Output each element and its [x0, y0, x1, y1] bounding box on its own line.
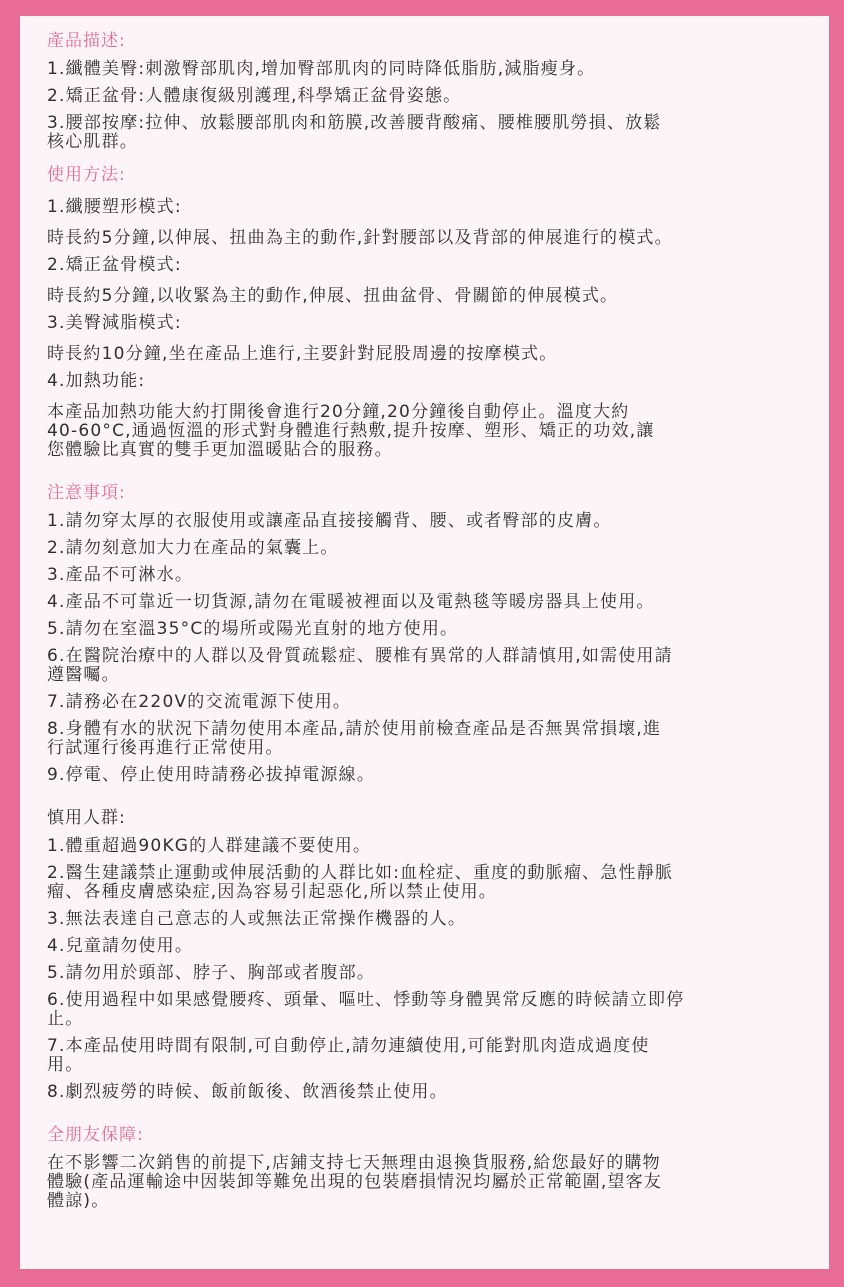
- guarantee-section: [47, 1124, 811, 1211]
- section-heading: 注意事項:: [47, 483, 126, 503]
- precaution-item: 1.請勿穿太厚的衣服使用或讓產品直接接觸背、腰、或者臀部的皮膚。: [47, 511, 612, 531]
- description-item: 3.腰部按摩:拉伸、放鬆腰部肌肉和筋膜,改善腰背酸痛、腰椎腰肌勞損、放鬆 核心肌群。: [47, 113, 662, 152]
- section-heading: 使用方法:: [47, 165, 126, 185]
- mode-name: 2.矯正盆骨模式:: [47, 255, 182, 275]
- precaution-item: 4.產品不可靠近一切貨源,請勿在電暖被裡面以及電熱毯等暖房器具上使用。: [47, 592, 655, 612]
- caution-item: 8.劇烈疲勞的時候、飯前飯後、飲酒後禁止使用。: [47, 1082, 448, 1102]
- precaution-item: 8.身體有水的狀況下請勿使用本產品,請於使用前檢查產品是否無異常損壞,進 行試運行後再進行正常使用。: [47, 719, 662, 758]
- mode-name: 3.美臀減脂模式:: [47, 313, 182, 333]
- mode-desc: 時長約10分鐘,坐在產品上進行,主要針對屁股周邊的按摩模式。: [47, 344, 558, 364]
- precautions-section: [47, 482, 811, 785]
- caution-item: 7.本產品使用時間有限制,可自動停止,請勿連續使用,可能對肌肉造成過度使 用。: [47, 1036, 650, 1075]
- precaution-item: 3.產品不可淋水。: [47, 565, 194, 585]
- caution-group-section: [47, 807, 811, 1102]
- content-card: [20, 16, 829, 1269]
- mode-name: 4.加熱功能:: [47, 371, 146, 391]
- caution-item: 6.使用過程中如果感覺腰疼、頭暈、嘔吐、悸動等身體異常反應的時候請立即停 止。: [47, 990, 685, 1029]
- precaution-item: 9.停電、停止使用時請務必拔掉電源線。: [47, 765, 376, 785]
- precaution-item: 5.請勿在室溫35°C的場所或陽光直射的地方使用。: [47, 619, 459, 639]
- caution-item: 1.體重超過90KG的人群建議不要使用。: [47, 836, 372, 856]
- mode-desc: 本產品加熱功能大約打開後會進行20分鐘,20分鐘後自動停止。溫度大約 40-60°C,通過恆溫的形式對身體進行熱敷,提升按摩、塑形、矯正的功效,讓 您體驗比真實的雙手更加溫暖貼合的服務。: [47, 402, 655, 460]
- mode-desc: 時長約5分鐘,以伸展、扭曲為主的動作,針對腰部以及背部的伸展進行的模式。: [47, 228, 673, 248]
- precaution-item: 7.請務必在220V的交流電源下使用。: [47, 692, 352, 712]
- guarantee-text: 在不影響二次銷售的前提下,店鋪支持七天無理由退換貨服務,給您最好的購物 體驗(產品運輸途中因裝卸等難免出現的包裝磨損情況均屬於正常範圍,望客友 體諒)。: [47, 1153, 663, 1211]
- caution-item: 2.醫生建議禁止運動或伸展活動的人群比如:血栓症、重度的動脈瘤、急性靜脈 瘤、各種皮膚感染症,因為容易引起惡化,所以禁止使用。: [47, 863, 674, 902]
- product-description-section: [47, 30, 811, 152]
- caution-item: 4.兒童請勿使用。: [47, 936, 194, 956]
- mode-name: 1.纖腰塑形模式:: [47, 197, 182, 217]
- mode-desc: 時長約5分鐘,以收緊為主的動作,伸展、扭曲盆骨、骨關節的伸展模式。: [47, 286, 619, 306]
- precaution-item: 2.請勿刻意加大力在產品的氣囊上。: [47, 538, 339, 558]
- usage-section: [47, 164, 811, 460]
- section-heading: 產品描述:: [47, 31, 126, 51]
- description-item: 1.纖體美臀:刺激臀部肌肉,增加臀部肌肉的同時降低脂肪,減脂瘦身。: [47, 59, 596, 79]
- section-heading: 慎用人群:: [47, 808, 126, 828]
- precaution-item: 6.在醫院治療中的人群以及骨質疏鬆症、腰椎有異常的人群請慎用,如需使用請 遵醫囑。: [47, 646, 673, 685]
- caution-item: 3.無法表達自己意志的人或無法正常操作機器的人。: [47, 909, 467, 929]
- caution-item: 5.請勿用於頭部、脖子、胸部或者腹部。: [47, 963, 376, 983]
- description-item: 2.矯正盆骨:人體康復級別護理,科學矯正盆骨姿態。: [47, 86, 462, 106]
- section-heading: 全朋友保障:: [47, 1125, 144, 1145]
